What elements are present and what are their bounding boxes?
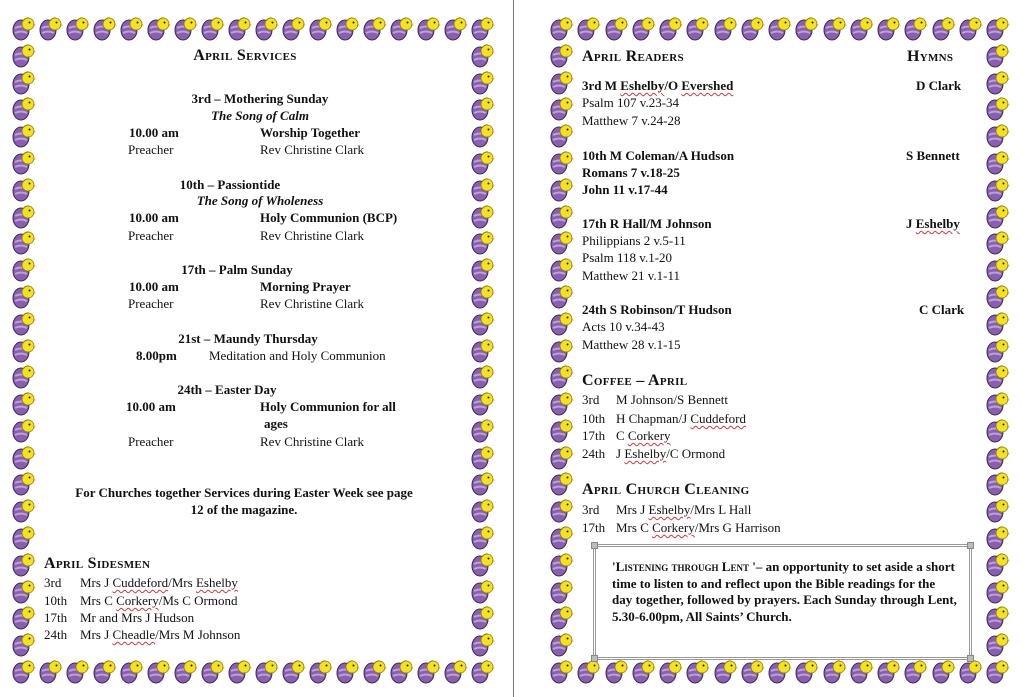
- easter-egg-chick-icon: [11, 122, 37, 148]
- easter-egg-chick-icon: [549, 176, 575, 202]
- easter-egg-chick-icon: [470, 69, 496, 95]
- easter-egg-chick-icon: [549, 95, 575, 121]
- easter-egg-chick-icon: [11, 390, 37, 416]
- easter-egg-chick-icon: [11, 363, 37, 389]
- easter-egg-chick-icon: [470, 229, 496, 255]
- easter-egg-chick-icon: [794, 15, 820, 41]
- churches-together-notice-line2: 12 of the magazine.: [190, 502, 298, 517]
- easter-egg-chick-icon: [38, 15, 64, 41]
- easter-egg-chick-icon: [985, 631, 1011, 657]
- service-time: 10.00 am: [129, 279, 179, 294]
- service-name-continued: ages: [264, 416, 288, 431]
- coffee-date: 10th: [582, 411, 606, 426]
- easter-egg-chick-icon: [173, 658, 199, 684]
- preacher-label: Preacher: [128, 434, 174, 449]
- easter-egg-chick-icon: [576, 658, 602, 684]
- easter-egg-chick-icon: [740, 658, 766, 684]
- sidesmen-names: Mrs C Corkery/Ms C Ormond: [80, 593, 238, 608]
- easter-egg-chick-icon: [470, 470, 496, 496]
- easter-egg-chick-icon: [443, 15, 469, 41]
- easter-egg-chick-icon: [767, 658, 793, 684]
- easter-egg-chick-icon: [470, 122, 496, 148]
- easter-egg-chick-icon: [985, 69, 1011, 95]
- easter-egg-chick-icon: [362, 658, 388, 684]
- reading-line: Psalm 107 v.23-34: [582, 95, 680, 110]
- easter-egg-chick-icon: [549, 69, 575, 95]
- service-time: 10.00 am: [129, 210, 179, 225]
- easter-egg-chick-icon: [985, 497, 1011, 523]
- easter-egg-chick-icon: [470, 497, 496, 523]
- easter-egg-chick-icon: [549, 203, 575, 229]
- easter-egg-chick-icon: [146, 15, 172, 41]
- easter-egg-chick-icon: [631, 658, 657, 684]
- easter-egg-chick-icon: [92, 658, 118, 684]
- easter-egg-chick-icon: [549, 256, 575, 282]
- easter-egg-chick-icon: [254, 658, 280, 684]
- easter-egg-chick-icon: [416, 15, 442, 41]
- reading-heading: 24th S Robinson/T Hudson: [582, 302, 732, 317]
- easter-egg-chick-icon: [549, 497, 575, 523]
- easter-egg-chick-icon: [985, 42, 1011, 68]
- service-name: Holy Communion (BCP): [260, 210, 398, 225]
- coffee-names: C Corkery: [616, 428, 671, 443]
- preacher-name: Rev Christine Clark: [260, 296, 364, 311]
- easter-egg-chick-icon: [11, 470, 37, 496]
- easter-egg-chick-icon: [11, 203, 37, 229]
- easter-egg-chick-icon: [549, 658, 575, 684]
- easter-egg-chick-icon: [549, 631, 575, 657]
- easter-egg-chick-icon: [822, 658, 848, 684]
- box-corner: [967, 655, 974, 662]
- easter-egg-chick-icon: [470, 310, 496, 336]
- easter-egg-chick-icon: [985, 470, 1011, 496]
- preacher-name: Rev Christine Clark: [260, 434, 364, 449]
- easter-egg-chick-icon: [549, 604, 575, 630]
- easter-egg-chick-icon: [11, 256, 37, 282]
- easter-egg-chick-icon: [822, 15, 848, 41]
- easter-egg-chick-icon: [11, 95, 37, 121]
- easter-egg-chick-icon: [549, 229, 575, 255]
- easter-egg-chick-icon: [146, 658, 172, 684]
- coffee-date: 24th: [582, 446, 606, 461]
- easter-egg-chick-icon: [658, 658, 684, 684]
- easter-egg-chick-icon: [11, 176, 37, 202]
- easter-egg-chick-icon: [11, 42, 37, 68]
- easter-egg-chick-icon: [685, 658, 711, 684]
- lent-notice-text: [612, 559, 957, 625]
- easter-egg-chick-icon: [903, 658, 929, 684]
- easter-egg-chick-icon: [335, 15, 361, 41]
- easter-egg-chick-icon: [549, 524, 575, 550]
- lent-notice-body: – an opportunity to set aside a short time to listen to and reflect upon the Bible readings for the day together, followed by prayers. Each Sunday through Lent, 5.30-6.00pm, All Saints’ Church.: [612, 559, 957, 624]
- easter-egg-chick-icon: [200, 658, 226, 684]
- easter-egg-chick-icon: [11, 551, 37, 577]
- coffee-names: M Johnson/S Bennett: [616, 392, 728, 407]
- easter-egg-chick-icon: [470, 337, 496, 363]
- easter-egg-chick-icon: [119, 15, 145, 41]
- cleaning-names: Mrs C Corkery/Mrs G Harrison: [616, 520, 781, 535]
- coffee-heading: Coffee – April: [582, 372, 688, 389]
- easter-egg-chick-icon: [11, 444, 37, 470]
- page-title: April Services: [193, 47, 297, 64]
- easter-egg-chick-icon: [549, 337, 575, 363]
- easter-egg-chick-icon: [985, 363, 1011, 389]
- easter-egg-chick-icon: [470, 417, 496, 443]
- service-day: 3rd – Mothering Sunday: [191, 91, 329, 106]
- easter-egg-chick-icon: [389, 15, 415, 41]
- easter-egg-chick-icon: [549, 42, 575, 68]
- easter-egg-chick-icon: [985, 578, 1011, 604]
- easter-egg-chick-icon: [985, 658, 1011, 684]
- easter-egg-chick-icon: [794, 658, 820, 684]
- easter-egg-chick-icon: [549, 470, 575, 496]
- service-time: 8.00pm: [136, 348, 177, 363]
- easter-egg-chick-icon: [549, 551, 575, 577]
- reading-line: John 11 v.17-44: [582, 182, 668, 197]
- easter-egg-chick-icon: [985, 15, 1011, 41]
- easter-egg-chick-icon: [470, 444, 496, 470]
- reading-heading: 3rd M Eshelby/O Evershed: [582, 78, 734, 93]
- easter-egg-chick-icon: [985, 551, 1011, 577]
- cleaning-names: Mrs J Eshelby/Mrs L Hall: [616, 502, 752, 517]
- easter-egg-chick-icon: [985, 524, 1011, 550]
- sidesmen-names: Mrs J Cheadle/Mrs M Johnson: [80, 627, 241, 642]
- easter-egg-chick-icon: [876, 15, 902, 41]
- easter-egg-chick-icon: [985, 604, 1011, 630]
- easter-egg-chick-icon: [985, 310, 1011, 336]
- hymns-heading: Hymns: [907, 48, 954, 65]
- easter-egg-chick-icon: [281, 15, 307, 41]
- reading-line: Psalm 118 v.1-20: [582, 250, 673, 265]
- easter-egg-chick-icon: [985, 283, 1011, 309]
- easter-egg-chick-icon: [11, 604, 37, 630]
- easter-egg-chick-icon: [876, 658, 902, 684]
- coffee-names: J Eshelby/C Ormond: [616, 446, 726, 461]
- hymns-person: S Bennett: [906, 148, 960, 163]
- service-name: Meditation and Holy Communion: [209, 348, 386, 363]
- easter-egg-chick-icon: [470, 256, 496, 282]
- box-corner: [967, 542, 974, 549]
- easter-egg-chick-icon: [985, 203, 1011, 229]
- easter-egg-chick-icon: [549, 149, 575, 175]
- easter-egg-chick-icon: [65, 15, 91, 41]
- service-theme: The Song of Wholeness: [196, 193, 324, 208]
- service-time: 10.00 am: [126, 399, 176, 414]
- preacher-label: Preacher: [128, 296, 174, 311]
- easter-egg-chick-icon: [173, 15, 199, 41]
- easter-egg-chick-icon: [11, 283, 37, 309]
- easter-egg-chick-icon: [11, 578, 37, 604]
- easter-egg-chick-icon: [549, 283, 575, 309]
- easter-egg-chick-icon: [931, 15, 957, 41]
- easter-egg-chick-icon: [11, 229, 37, 255]
- lent-notice-lead: 'Listening through Lent ': [612, 559, 756, 574]
- easter-egg-chick-icon: [11, 15, 37, 41]
- easter-egg-chick-icon: [713, 15, 739, 41]
- service-day: 24th – Easter Day: [177, 382, 277, 397]
- easter-egg-chick-icon: [470, 283, 496, 309]
- service-name: Holy Communion for all: [260, 399, 396, 414]
- easter-egg-chick-icon: [713, 658, 739, 684]
- listening-through-lent-box: [593, 544, 972, 660]
- easter-egg-chick-icon: [254, 15, 280, 41]
- easter-egg-chick-icon: [92, 15, 118, 41]
- easter-egg-chick-icon: [308, 15, 334, 41]
- readers-heading: April Readers: [582, 48, 684, 65]
- easter-egg-chick-icon: [549, 444, 575, 470]
- easter-egg-chick-icon: [11, 417, 37, 443]
- reading-line: Matthew 7 v.24-28: [582, 113, 681, 128]
- easter-egg-chick-icon: [549, 122, 575, 148]
- easter-egg-chick-icon: [849, 15, 875, 41]
- reading-line: Matthew 28 v.1-15: [582, 337, 681, 352]
- easter-egg-chick-icon: [470, 203, 496, 229]
- sidesmen-date: 3rd: [44, 575, 62, 590]
- easter-egg-chick-icon: [604, 15, 630, 41]
- easter-egg-chick-icon: [985, 176, 1011, 202]
- easter-egg-chick-icon: [470, 176, 496, 202]
- reading-line: Matthew 21 v.1-11: [582, 268, 680, 283]
- easter-egg-chick-icon: [985, 122, 1011, 148]
- coffee-date: 17th: [582, 428, 606, 443]
- easter-egg-chick-icon: [11, 310, 37, 336]
- easter-egg-chick-icon: [658, 15, 684, 41]
- easter-egg-chick-icon: [335, 658, 361, 684]
- easter-egg-chick-icon: [767, 15, 793, 41]
- easter-egg-chick-icon: [227, 658, 253, 684]
- easter-egg-chick-icon: [389, 658, 415, 684]
- churches-together-notice: For Churches together Services during Easter Week see page: [75, 485, 413, 500]
- easter-egg-chick-icon: [308, 658, 334, 684]
- easter-egg-chick-icon: [470, 95, 496, 121]
- easter-egg-chick-icon: [416, 658, 442, 684]
- sidesmen-names: Mrs J Cuddeford/Mrs Eshelby: [80, 575, 238, 590]
- easter-egg-chick-icon: [470, 578, 496, 604]
- easter-egg-chick-icon: [549, 417, 575, 443]
- hymns-person: D Clark: [916, 78, 962, 93]
- easter-egg-chick-icon: [985, 229, 1011, 255]
- service-time: 10.00 am: [129, 125, 179, 140]
- coffee-date: 3rd: [582, 392, 600, 407]
- easter-egg-chick-icon: [11, 658, 37, 684]
- easter-egg-chick-icon: [549, 578, 575, 604]
- easter-egg-chick-icon: [631, 15, 657, 41]
- easter-egg-chick-icon: [549, 15, 575, 41]
- hymns-person: C Clark: [919, 302, 965, 317]
- easter-egg-chick-icon: [470, 524, 496, 550]
- easter-egg-chick-icon: [11, 337, 37, 363]
- easter-egg-chick-icon: [119, 658, 145, 684]
- box-corner: [591, 655, 598, 662]
- easter-egg-chick-icon: [576, 15, 602, 41]
- easter-egg-chick-icon: [685, 15, 711, 41]
- easter-egg-chick-icon: [470, 551, 496, 577]
- easter-egg-chick-icon: [470, 363, 496, 389]
- hymns-person: J Eshelby: [906, 216, 960, 231]
- easter-egg-chick-icon: [11, 631, 37, 657]
- cleaning-heading: April Church Cleaning: [582, 481, 750, 498]
- easter-egg-chick-icon: [227, 15, 253, 41]
- easter-egg-chick-icon: [985, 390, 1011, 416]
- easter-egg-chick-icon: [985, 417, 1011, 443]
- service-theme: The Song of Calm: [211, 108, 309, 123]
- preacher-name: Rev Christine Clark: [260, 142, 364, 157]
- preacher-label: Preacher: [128, 228, 174, 243]
- box-corner: [591, 542, 598, 549]
- easter-egg-chick-icon: [470, 631, 496, 657]
- easter-egg-chick-icon: [470, 42, 496, 68]
- easter-egg-chick-icon: [740, 15, 766, 41]
- easter-egg-chick-icon: [604, 658, 630, 684]
- reading-line: Acts 10 v.34-43: [582, 319, 665, 334]
- easter-egg-chick-icon: [443, 658, 469, 684]
- easter-egg-chick-icon: [38, 658, 64, 684]
- easter-egg-chick-icon: [903, 15, 929, 41]
- easter-egg-chick-icon: [362, 15, 388, 41]
- sidesmen-names: Mr and Mrs J Hudson: [80, 610, 195, 625]
- reading-line: Romans 7 v.18-25: [582, 165, 680, 180]
- easter-egg-chick-icon: [849, 658, 875, 684]
- easter-egg-chick-icon: [549, 390, 575, 416]
- easter-egg-chick-icon: [985, 444, 1011, 470]
- easter-egg-chick-icon: [985, 256, 1011, 282]
- page-divider: [513, 0, 514, 697]
- reading-heading: 10th M Coleman/A Hudson: [582, 148, 735, 163]
- sidesmen-date: 17th: [44, 610, 68, 625]
- service-day: 17th – Palm Sunday: [181, 262, 293, 277]
- easter-egg-chick-icon: [470, 604, 496, 630]
- easter-egg-chick-icon: [11, 524, 37, 550]
- cleaning-date: 3rd: [582, 502, 600, 517]
- service-day: 21st – Maundy Thursday: [178, 331, 318, 346]
- easter-egg-chick-icon: [65, 658, 91, 684]
- easter-egg-chick-icon: [470, 15, 496, 41]
- easter-egg-chick-icon: [11, 497, 37, 523]
- easter-egg-chick-icon: [200, 15, 226, 41]
- reading-line: Philippians 2 v.5-11: [582, 233, 686, 248]
- easter-egg-chick-icon: [549, 363, 575, 389]
- easter-egg-chick-icon: [11, 149, 37, 175]
- easter-egg-chick-icon: [11, 69, 37, 95]
- easter-egg-chick-icon: [985, 149, 1011, 175]
- preacher-label: Preacher: [128, 142, 174, 157]
- easter-egg-chick-icon: [931, 658, 957, 684]
- service-name: Worship Together: [260, 125, 361, 140]
- easter-egg-chick-icon: [470, 390, 496, 416]
- easter-egg-chick-icon: [470, 658, 496, 684]
- sidesmen-date: 24th: [44, 627, 68, 642]
- easter-egg-chick-icon: [985, 95, 1011, 121]
- reading-heading: 17th R Hall/M Johnson: [582, 216, 712, 231]
- cleaning-date: 17th: [582, 520, 606, 535]
- service-name: Morning Prayer: [260, 279, 351, 294]
- sidesmen-date: 10th: [44, 593, 68, 608]
- easter-egg-chick-icon: [549, 310, 575, 336]
- sidesmen-heading: April Sidesmen: [44, 555, 151, 572]
- coffee-names: H Chapman/J Cuddeford: [616, 411, 746, 426]
- easter-egg-chick-icon: [985, 337, 1011, 363]
- easter-egg-chick-icon: [958, 15, 984, 41]
- service-day: 10th – Passiontide: [179, 177, 281, 192]
- preacher-name: Rev Christine Clark: [260, 228, 364, 243]
- easter-egg-chick-icon: [281, 658, 307, 684]
- easter-egg-chick-icon: [470, 149, 496, 175]
